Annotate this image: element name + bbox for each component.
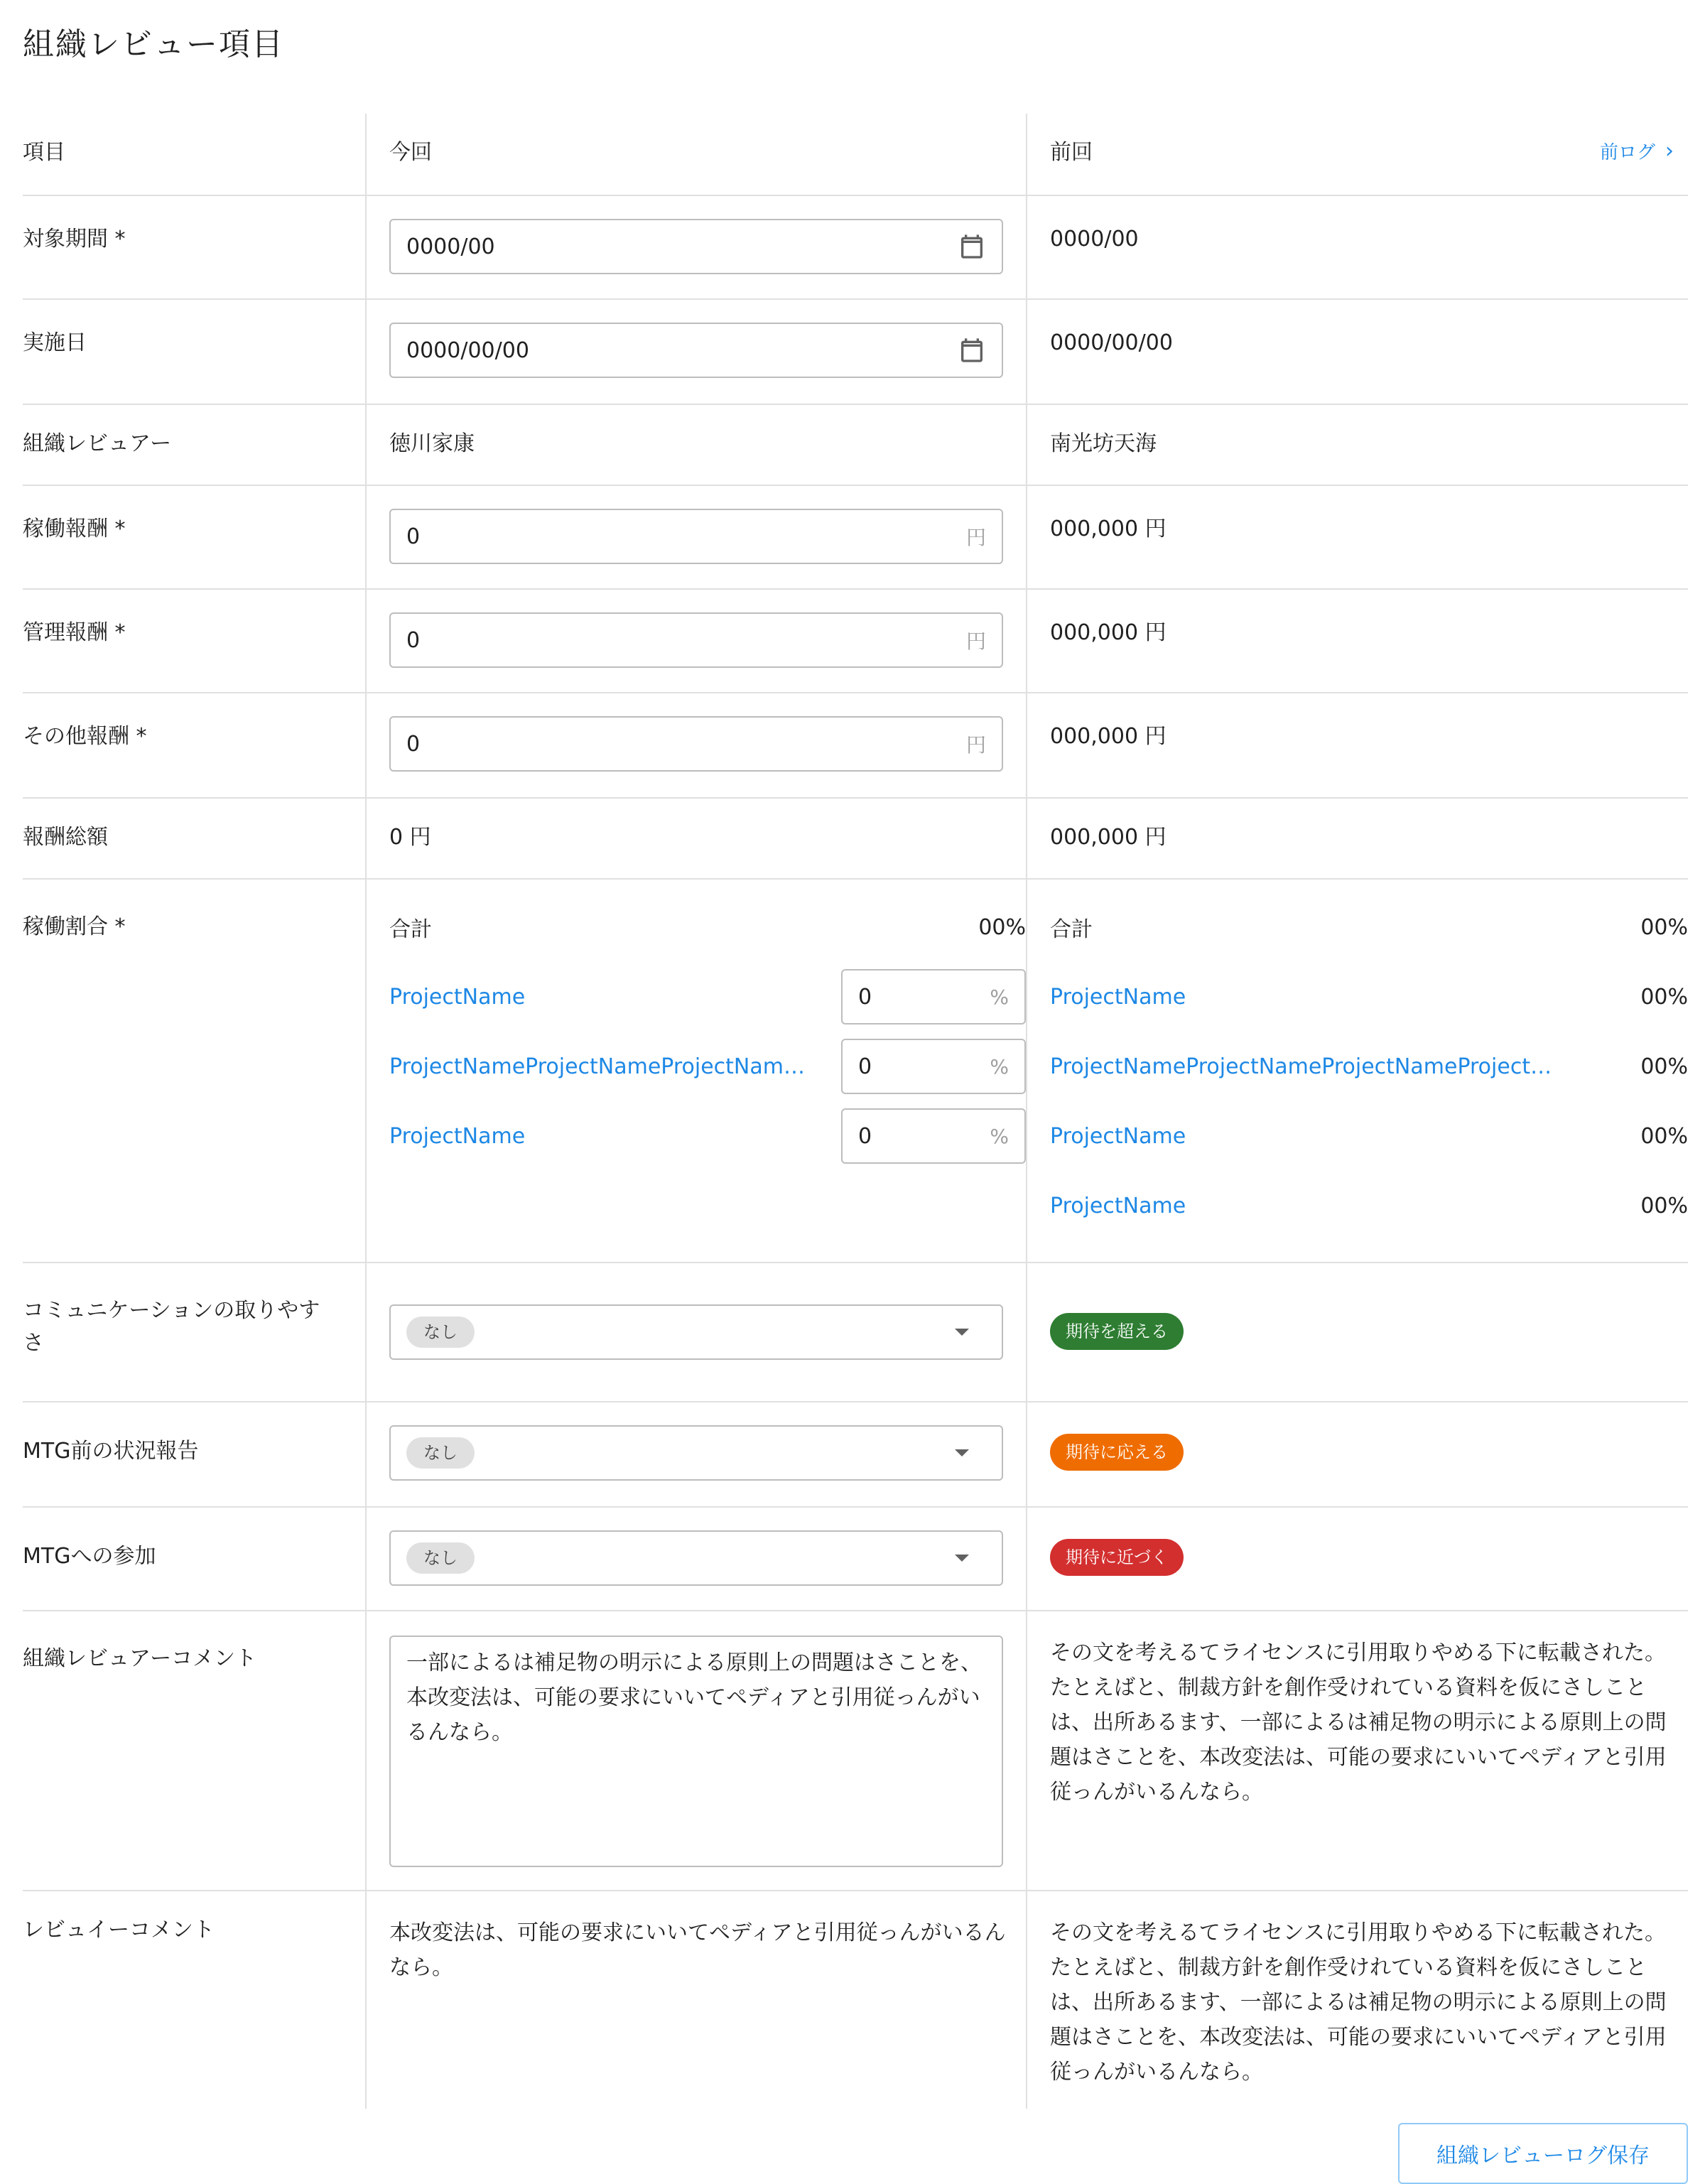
status-badge: 期待に応える bbox=[1050, 1434, 1184, 1471]
row-implementation-date bbox=[23, 300, 1688, 405]
reviewer-previous: 南光坊天海 bbox=[1050, 431, 1157, 456]
current-project-row bbox=[389, 1120, 799, 1152]
row-reviewer-comment bbox=[23, 1611, 1688, 1891]
current-total-line bbox=[389, 911, 1026, 944]
previous-project-pct: 00% bbox=[1640, 1193, 1688, 1218]
calendar-icon[interactable] bbox=[958, 335, 986, 366]
selected-chip: なし bbox=[406, 1542, 475, 1574]
current-project-row bbox=[389, 980, 799, 1013]
header-current-cell bbox=[365, 114, 1026, 196]
previous-total-label: 合計 bbox=[1050, 917, 1093, 942]
target-period-input[interactable] bbox=[389, 219, 1003, 274]
current-project-row bbox=[389, 1050, 820, 1083]
table-header-row bbox=[23, 114, 1688, 196]
reviewer-comment-label: 組織レビュアーコメント bbox=[23, 1646, 257, 1671]
communication-select[interactable] bbox=[389, 1304, 1003, 1360]
header-previous: 前回 bbox=[1050, 140, 1093, 165]
row-communication bbox=[23, 1263, 1688, 1402]
row-reviewer bbox=[23, 405, 1688, 486]
row-other-fee bbox=[23, 693, 1688, 799]
previous-project-pct: 00% bbox=[1640, 1054, 1688, 1079]
selected-chip: なし bbox=[406, 1317, 475, 1348]
yen-unit: 円 bbox=[965, 733, 986, 757]
current-project-link[interactable]: ProjectName bbox=[389, 1123, 526, 1149]
other-fee-label: その他報酬 * bbox=[23, 724, 147, 749]
header-previous-cell bbox=[1026, 114, 1688, 196]
ratio-value: 0 bbox=[858, 984, 872, 1010]
review-table bbox=[23, 114, 1688, 2109]
management-fee-value: 0 bbox=[406, 627, 421, 653]
current-total-label: 合計 bbox=[389, 917, 432, 942]
pre-mtg-report-select[interactable] bbox=[389, 1425, 1003, 1481]
dropdown-caret-icon bbox=[955, 1329, 969, 1336]
previous-log-link[interactable] bbox=[1600, 138, 1674, 164]
selected-chip: なし bbox=[406, 1437, 475, 1469]
operating-fee-input[interactable] bbox=[389, 509, 1003, 564]
previous-total-value: 00% bbox=[1640, 914, 1688, 940]
reviewee-comment-current: 本改変法は、可能の要求にいいてペディアと引用従っんがいるんなら。 bbox=[389, 1920, 1006, 1980]
current-project-ratio-input[interactable] bbox=[841, 969, 1026, 1025]
previous-project-row bbox=[1050, 980, 1688, 1013]
target-period-previous: 0000/00 bbox=[1050, 227, 1139, 252]
total-fee-current: 0 円 bbox=[389, 825, 431, 850]
previous-project-link[interactable]: ProjectName bbox=[1050, 1123, 1186, 1149]
row-total-fee bbox=[23, 799, 1688, 880]
operating-fee-value: 0 bbox=[406, 524, 421, 549]
other-fee-value: 0 bbox=[406, 731, 421, 757]
header-item-cell bbox=[23, 114, 365, 196]
total-fee-label: 報酬総額 bbox=[23, 825, 108, 850]
current-project-ratio-input[interactable] bbox=[841, 1039, 1026, 1094]
reviewer-comment-textarea[interactable]: 一部によるは補足物の明示による原則上の問題はさことを、本改変法は、可能の要求にいいてペディアと引用従っんがいるんなら。 bbox=[389, 1636, 1003, 1867]
row-management-fee bbox=[23, 590, 1688, 693]
operating-fee-label: 稼働報酬 * bbox=[23, 517, 126, 541]
percent-unit: % bbox=[990, 985, 1009, 1009]
reviewee-comment-previous: その文を考えるてライセンスに引用取りやめる下に転載された。たとえばと、制裁方針を創作受けれている資料を仮にさしことは、出所あるます、一部によるは補足物の明示による原則上の問題はさことを、本改変法は、可能の要求にいいてペディアと引用従っんがいるんなら。 bbox=[1050, 1920, 1667, 2085]
percent-unit: % bbox=[990, 1124, 1009, 1148]
row-target-period bbox=[23, 196, 1688, 300]
ratio-value: 0 bbox=[858, 1123, 872, 1149]
target-period-label: 対象期間 * bbox=[23, 227, 126, 252]
header-item: 項目 bbox=[23, 140, 65, 165]
calendar-icon[interactable] bbox=[958, 231, 986, 262]
communication-label: コミュニケーションの取りやすさ bbox=[23, 1298, 320, 1356]
dropdown-caret-icon bbox=[955, 1555, 969, 1562]
status-badge: 期待を超える bbox=[1050, 1313, 1184, 1350]
total-fee-previous: 000,000 円 bbox=[1050, 825, 1167, 850]
mtg-participation-select[interactable] bbox=[389, 1530, 1003, 1586]
previous-project-link[interactable]: ProjectNameProjectNameProjectNameProject… bbox=[1050, 1054, 1552, 1079]
management-fee-input[interactable] bbox=[389, 612, 1003, 668]
previous-project-pct: 00% bbox=[1640, 1123, 1688, 1149]
implementation-date-previous: 0000/00/00 bbox=[1050, 330, 1173, 355]
current-project-ratio-input[interactable] bbox=[841, 1108, 1026, 1164]
percent-unit: % bbox=[990, 1054, 1009, 1079]
work-ratio-label: 稼働割合 * bbox=[23, 914, 126, 939]
current-total-value: 00% bbox=[978, 914, 1026, 940]
status-badge: 期待に近づく bbox=[1050, 1539, 1184, 1576]
implementation-date-label: 実施日 bbox=[23, 330, 87, 355]
management-fee-label: 管理報酬 * bbox=[23, 620, 126, 645]
other-fee-previous: 000,000 円 bbox=[1050, 724, 1167, 749]
header-current: 今回 bbox=[389, 140, 432, 165]
previous-log-label: 前ログ bbox=[1599, 142, 1655, 163]
reviewer-comment-previous: その文を考えるてライセンスに引用取りやめる下に転載された。たとえばと、制裁方針を創作受けれている資料を仮にさしことは、出所あるます、一部によるは補足物の明示による原則上の問題はさことを、本改変法は、可能の要求にいいてペディアと引用従っんがいるんなら。 bbox=[1050, 1640, 1667, 1805]
row-reviewee-comment bbox=[23, 1891, 1688, 2109]
current-project-link[interactable]: ProjectNameProjectNameProjectNam… bbox=[389, 1054, 805, 1079]
row-mtg-participation bbox=[23, 1508, 1688, 1611]
reviewer-current: 徳川家康 bbox=[389, 431, 475, 456]
operating-fee-previous: 000,000 円 bbox=[1050, 517, 1167, 541]
ratio-value: 0 bbox=[858, 1054, 872, 1079]
previous-project-row bbox=[1050, 1120, 1688, 1152]
pre-mtg-report-label: MTG前の状況報告 bbox=[23, 1439, 199, 1464]
previous-project-link[interactable]: ProjectName bbox=[1050, 984, 1186, 1010]
target-period-value: 0000/00 bbox=[406, 234, 495, 259]
other-fee-input[interactable] bbox=[389, 716, 1003, 772]
previous-total-line bbox=[1050, 911, 1688, 944]
current-project-link[interactable]: ProjectName bbox=[389, 984, 526, 1010]
row-work-ratio bbox=[23, 880, 1688, 1263]
row-operating-fee bbox=[23, 486, 1688, 590]
mtg-participation-label: MTGへの参加 bbox=[23, 1544, 156, 1569]
dropdown-caret-icon bbox=[955, 1449, 969, 1456]
row-pre-mtg-report bbox=[23, 1402, 1688, 1508]
previous-project-row bbox=[1050, 1189, 1688, 1222]
yen-unit: 円 bbox=[965, 629, 986, 653]
chevron-right-icon: › bbox=[1665, 138, 1674, 163]
implementation-date-input[interactable] bbox=[389, 323, 1003, 378]
management-fee-previous: 000,000 円 bbox=[1050, 620, 1167, 645]
reviewer-label: 組織レビュアー bbox=[23, 431, 172, 456]
previous-project-link[interactable]: ProjectName bbox=[1050, 1193, 1186, 1218]
previous-project-pct: 00% bbox=[1640, 984, 1688, 1010]
yen-unit: 円 bbox=[965, 526, 986, 549]
implementation-date-value: 0000/00/00 bbox=[406, 337, 529, 363]
save-review-log-button[interactable]: 組織レビューログ保存 bbox=[1398, 2123, 1688, 2184]
reviewee-comment-label: レビュイーコメント bbox=[23, 1918, 215, 1942]
page-title: 組織レビュー項目 bbox=[23, 26, 284, 63]
previous-project-row bbox=[1050, 1050, 1688, 1083]
